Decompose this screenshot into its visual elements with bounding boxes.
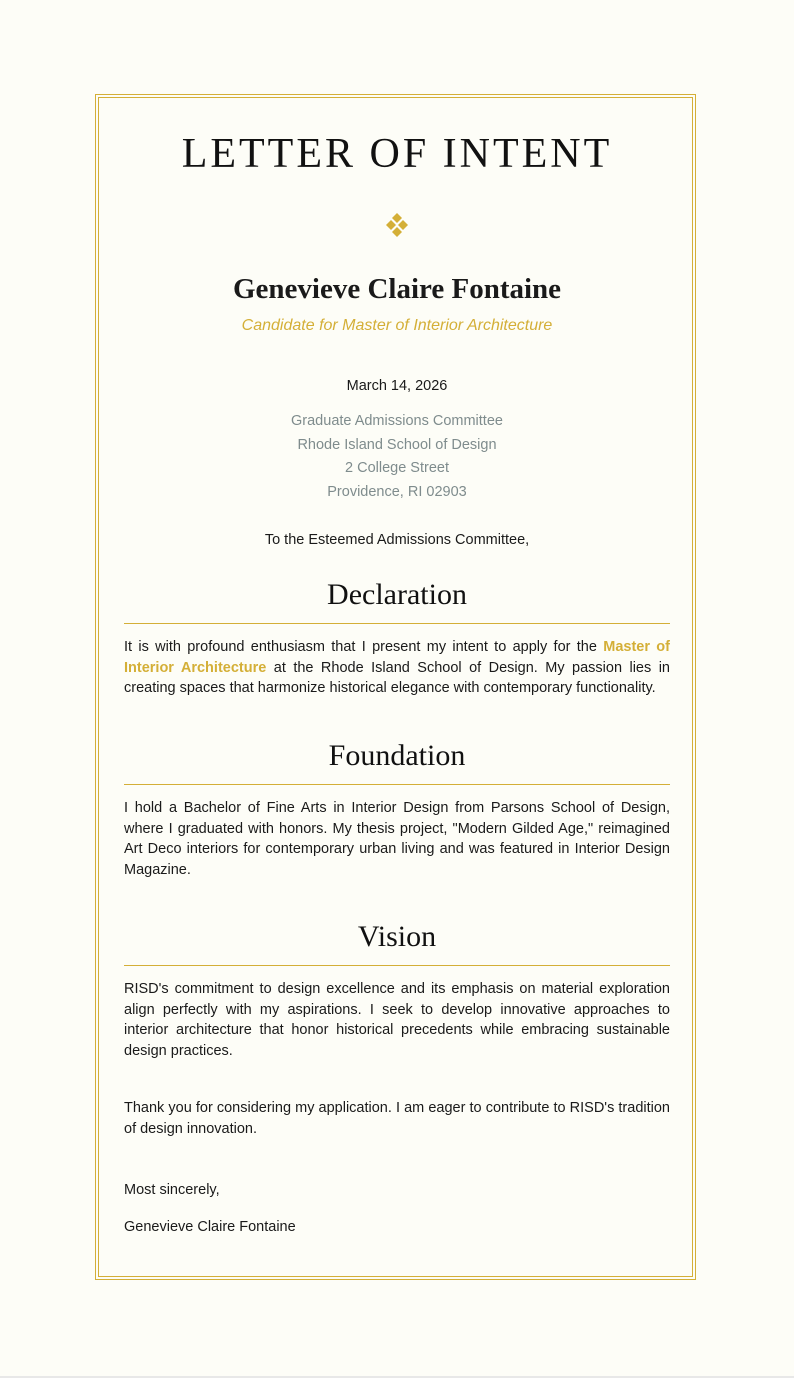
declaration-text-after: at the Rhode Island School of Design. My passion lies in creating spaces that harmonize historical elegance with contemporary functionality. [124,659,670,696]
recipient-line: 2 College Street [345,460,449,476]
diamond-cluster-icon [385,212,409,238]
letter-title: LETTER OF INTENT [181,131,613,177]
program-highlight: Master of Interior Architecture [124,639,670,676]
letter-date: March 14, 2026 [346,378,448,394]
recipient-line: Providence, RI 02903 [327,483,467,500]
vision-paragraph: RISD's commitment to design excellence and its emphasis on material exploration align perfectly with my aspirations. I seek to develop innovative approaches to interior architecture that honor historical precedents while embracing sustainable design practices. [124,981,670,1059]
recipient-address [124,410,670,504]
section-divider [124,623,670,624]
declaration-text-before: It is with profound enthusiasm that I present my intent to apply for the [124,639,604,655]
foundation-paragraph: I hold a Bachelor of Fine Arts in Interior Design from Parsons School of Design, where I graduated with honors. My thesis project, "Modern Gilded Age," reimagined Art Deco interiors for contemporary urban living and was featured in Interior Design Magazine. [124,800,670,878]
section-divider [124,965,670,966]
signature-name: Genevieve Claire Fontaine [124,1219,296,1235]
section-heading-vision: Vision [357,920,437,953]
declaration-paragraph [124,637,670,699]
salutation: To the Esteemed Admissions Committee, [264,532,530,548]
recipient-line: Rhode Island School of Design [297,436,497,453]
section-heading-foundation: Foundation [328,739,466,772]
recipient-line: Graduate Admissions Committee [291,413,503,429]
thank-you-paragraph: Thank you for considering my application. I am eager to contribute to RISD's tradition of design innovation. [124,1100,670,1137]
applicant-subtitle: Candidate for Master of Interior Architecture [241,317,553,334]
closing-line: Most sincerely, [124,1182,220,1198]
section-heading-declaration: Declaration [327,578,467,611]
applicant-name: Genevieve Claire Fontaine [232,273,562,305]
section-divider [124,784,670,785]
